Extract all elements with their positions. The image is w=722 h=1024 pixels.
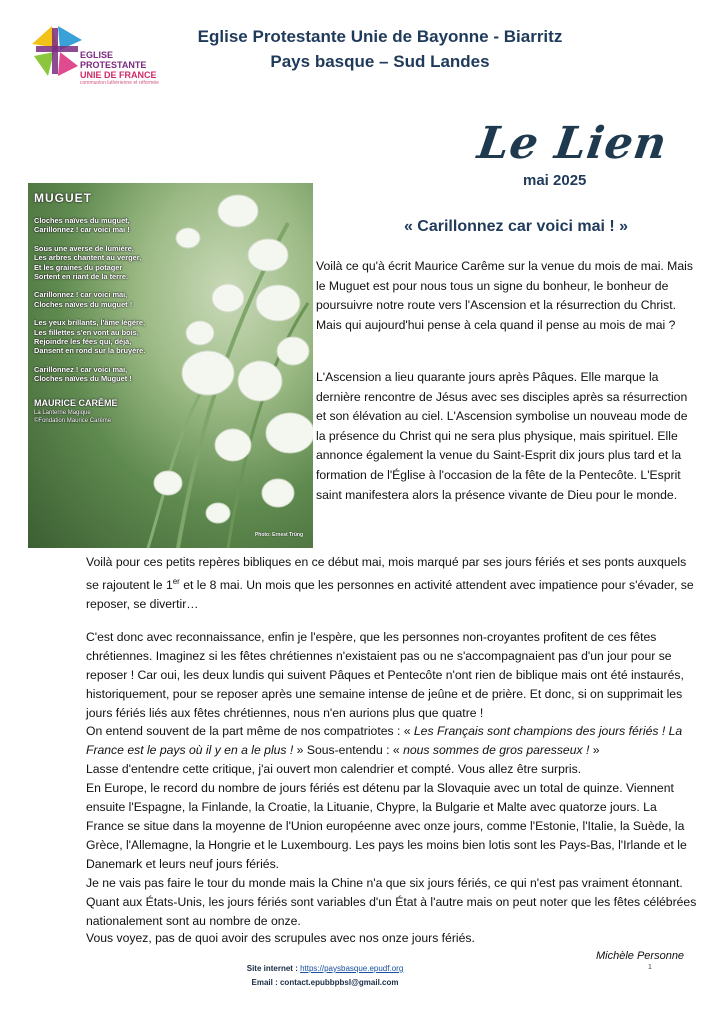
website-link[interactable]: https://paysbasque.epudf.org xyxy=(300,964,404,973)
photo-credit: Photo: Ernest Trüng xyxy=(254,532,303,538)
article-paragraph-4: C'est donc avec reconnaissance, enfin je l'espère, que les personnes non-croyantes profitent de ces fêtes chrétiennes. Imaginez si les fêtes chrétiennes n'existaient pas ou ne s'accompagnaient pas d'un jour pour se reposer ! Car oui, les deux lundis qui suivent Pâques et Pentecôte n'ont rien de biblique mais ont été instaurés, historiquement, pour se reposer après une semaine intense de jeûne et de prière. Et donc, si on supprimait les jours fériés liés aux fêtes chrétiennes, nous n'en aurions plus que quatre ! xyxy=(86,630,684,720)
article-paragraph-3 xyxy=(86,553,698,614)
cross-logo-icon xyxy=(28,22,86,80)
paragraph-line: Lasse d'entendre cette critique, j'ai ouvert mon calendrier et compté. Vous allez être surpris. xyxy=(86,762,582,776)
muguet-poem-poster xyxy=(28,183,313,548)
issue-date: mai 2025 xyxy=(523,172,587,189)
article-paragraph-5 xyxy=(86,722,698,931)
poem-source: La Lanterne Magique xyxy=(34,409,91,416)
paragraph-text: » Sous-entendu : « xyxy=(293,743,404,757)
poem-stanza: Les yeux brillants, l'âme légère, Les fillettes s'en vont au bois, Rejoindre les fées qui, déjà, Dansent en rond sur la bruyère. xyxy=(34,318,146,356)
page-footer xyxy=(160,962,490,990)
logo-line-1: EGLISE PROTESTANTE xyxy=(80,50,147,70)
page-number: 1 xyxy=(648,964,652,971)
article-paragraph-1: Voilà ce qu'à écrit Maurice Carême sur la venue du mois de mai. Mais le Muguet est pour nous tous un signe du bonheur, le bonheur de poursuivre notre route vers l'Ascension et la résurrection du Christ. Mais qui aujourd'hui pense à cela quand il pense au mois de mai ? xyxy=(316,259,693,332)
poem-stanza: Cloches naïves du muguet, Carillonnez ! car voici mai ! xyxy=(34,216,130,235)
website-line xyxy=(160,962,490,976)
paragraph-text: et le 8 mai. Un mois que les personnes en activité attendent avec impatience pour s'évader, se reposer, se divertir… xyxy=(86,578,694,612)
paragraph-text: » xyxy=(589,743,600,757)
poem-stanza: Carillonnez ! car voici mai, Cloches naïves du Muguet ! xyxy=(34,364,132,384)
email-line: Email : contact.epubbpbsl@gmail.com xyxy=(251,978,399,987)
logo-line-2: UNIE DE FRANCE xyxy=(80,70,157,80)
church-title-line-2: Pays basque – Sud Landes xyxy=(270,52,490,71)
poem-stanza: Sous une averse de lumière, Les arbres chantent au verger, Et les graines du potager Sortent en riant de la terre. xyxy=(34,243,142,282)
paragraph-text: Voilà pour ces petits repères bibliques en ce début mai, mois marqué par ses jours fériés et ses ponts auxquels se rajoutent le 1 xyxy=(86,555,687,593)
article-paragraph-2: L'Ascension a lieu quarante jours après Pâques. Elle marque la dernière rencontre de Jésus avec ses disciples après sa résurrection et son élévation au ciel. L'Ascension symbolise un nouveau mode de la présence du Christ qui ne sera plus physique, mais spirituel. Elle annonce également la venue du Saint-Esprit dix jours plus tard et la formation de l'Église à l'occasion de la fête de la Pentecôte. L'Esprit saint manifestera alors la présence vivante de Dieu pour le monde. xyxy=(316,370,688,502)
article-paragraph-6: Vous voyez, pas de quoi avoir des scrupules avec nos onze jours fériés. xyxy=(86,931,475,945)
quote-text: nous sommes de gros paresseux ! xyxy=(403,743,590,757)
author-signature: Michèle Personne xyxy=(596,950,685,962)
church-title xyxy=(140,24,620,74)
poem-text xyxy=(34,191,204,425)
paragraph-line: En Europe, le record du nombre de jours fériés est détenu par la Slovaquie avec un total de quinze. Viennent ensuite l'Espagne, la Finlande, la Croatie, la Lituanie, Chypre, la Bulgarie et Malte avec quatorze jours. La France se situe dans la moyenne de l'Union européenne avec onze jours, comme l'Estonie, l'Italie, la Suède, la Grèce, l'Allemagne, la Hongrie et le Luxembourg. Les pays les moins bien lotis sont les Pays-Bas, l'Irlande et le Danemark et leurs neuf jours fériés. xyxy=(86,781,687,871)
newsletter-masthead: Le Lien xyxy=(474,118,671,169)
quote-text: Les Français sont champions des jours fériés ! La France est le pays où il y en a le plus ! xyxy=(86,724,683,757)
ordinal-suffix: er xyxy=(172,577,180,586)
church-title-line-1: Eglise Protestante Unie de Bayonne - Biarritz xyxy=(197,27,563,46)
article-headline: « Carillonnez car voici mai ! » xyxy=(403,218,629,235)
website-label: Site internet : xyxy=(246,964,301,973)
paragraph-text: On entend souvent de la part même de nos compatriotes : « xyxy=(86,724,414,738)
quote-line xyxy=(86,722,698,760)
poem-title: MUGUET xyxy=(34,191,92,205)
poem-copyright: ©Fondation Maurice Carême xyxy=(34,417,112,424)
poem-author: MAURICE CARÊME xyxy=(34,397,118,408)
logo-line-3: communion luthérienne et réformée xyxy=(80,80,159,86)
paragraph-line: Je ne vais pas faire le tour du monde mais la Chine n'a que six jours fériés, ce qui n'est pas vraiment étonnant. Quant aux États-Unis, les jours fériés sont variables d'un État à l'autre mais on peut noter que les fêtes célébrées nationalement sont au nombre de onze. xyxy=(86,876,697,928)
poem-stanza: Carillonnez ! car voici mai, Cloches naïves du muguet ! xyxy=(34,290,133,309)
